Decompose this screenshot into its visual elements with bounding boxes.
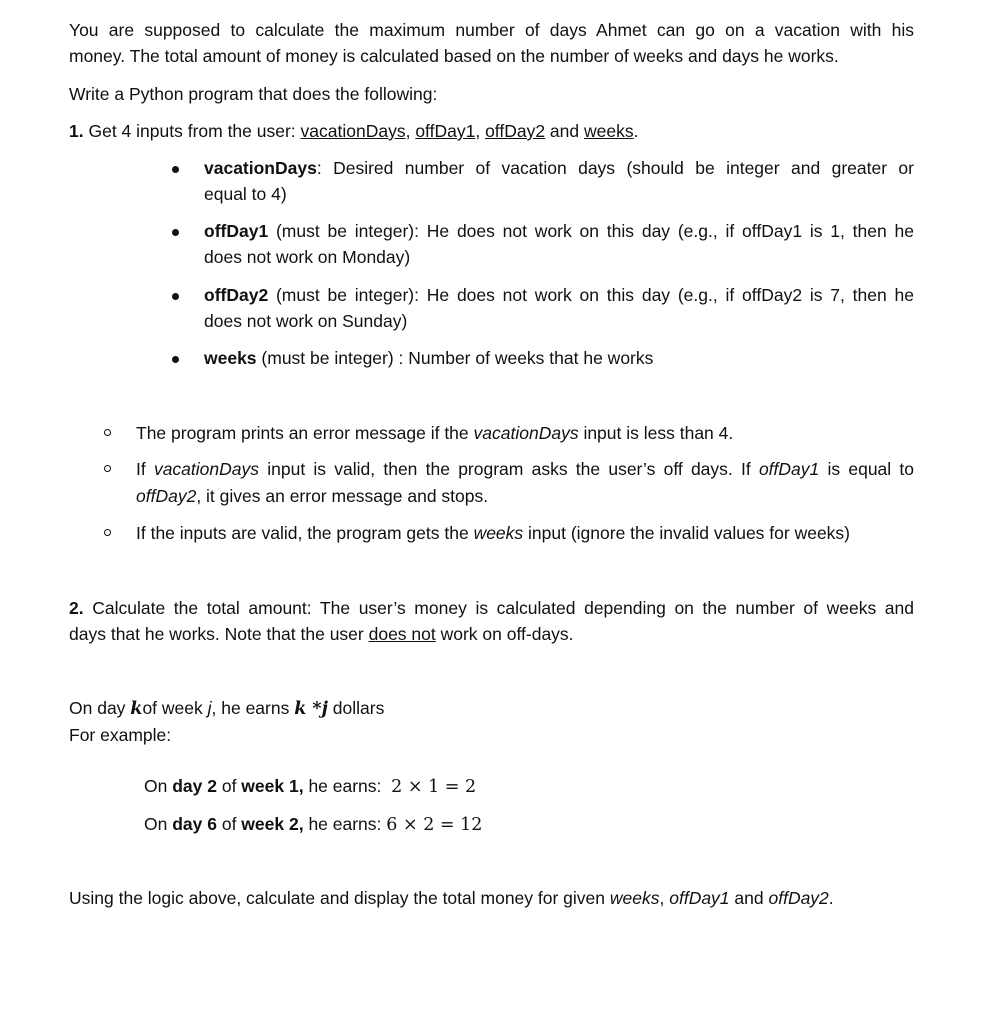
example-text: of: [216, 776, 242, 796]
subitem-emphasis: offDay1: [758, 459, 820, 479]
formula-expression: k *j: [294, 699, 328, 719]
subitem-text: input is less than 4.: [578, 423, 734, 443]
subitem-emphasis: offDay2: [136, 486, 197, 506]
bullet-term: weeks: [204, 348, 257, 368]
example-2: [144, 814, 482, 835]
bullet-text: (must be integer): He does not work on this day (e.g., if offDay1 is 1, then he: [268, 221, 914, 241]
bullet-term: offDay2: [204, 285, 269, 305]
circle-marker: [104, 465, 111, 472]
example-text: On: [144, 814, 173, 834]
bullet-offday1-line1: [204, 221, 914, 242]
formula-text: dollars: [327, 698, 385, 718]
subitem-emphasis: weeks: [473, 523, 524, 543]
step2-label: Calculate the total amount:: [92, 598, 312, 618]
input-vacationdays: vacationDays: [300, 121, 406, 141]
input-offday1: offDay1: [415, 121, 476, 141]
subitem-text: input (ignore the invalid values for weeks): [523, 523, 851, 543]
conclusion-text: ,: [659, 888, 670, 908]
formula-text: On day: [69, 698, 131, 718]
example-week: week 1,: [241, 776, 304, 796]
formula-k: k: [130, 699, 143, 719]
example-text: of: [216, 814, 242, 834]
bullet-text: (must be integer): He does not work on this day (e.g., if offDay2 is 7, then he: [268, 285, 914, 305]
input-offday2: offDay2: [485, 121, 546, 141]
example-math: 2 × 1 = 2: [391, 777, 477, 797]
step2-number: 2.: [69, 598, 84, 618]
bullet-vacationdays-line1: [204, 158, 914, 179]
example-day: day 6: [172, 814, 217, 834]
bullet-dot: [172, 229, 179, 236]
bullet-offday2-line1: [204, 285, 914, 306]
bullet-term: vacationDays: [204, 158, 317, 178]
step2-line2: [69, 624, 574, 645]
conclusion-line: [69, 888, 834, 909]
conclusion-text: .: [828, 888, 834, 908]
step2-line1: [69, 598, 914, 619]
subitem-text: input is valid, then the program asks the user’s off days. If: [259, 459, 759, 479]
conclusion-emphasis: offDay2: [768, 888, 829, 908]
subitem-text: , it gives an error message and stops.: [196, 486, 489, 506]
step1-heading: [69, 121, 638, 142]
subitem-text: is equal to: [819, 459, 914, 479]
formula-text: of week: [142, 698, 208, 718]
subitem-3: [136, 523, 850, 544]
example-text: he earns:: [303, 814, 387, 834]
circle-marker: [104, 429, 111, 436]
bullet-offday1-line2: does not work on Monday): [204, 247, 411, 267]
example-text: On: [144, 776, 173, 796]
step2-underline: does not: [368, 624, 436, 644]
formula-text: , he earns: [211, 698, 295, 718]
separator: ,: [475, 121, 486, 141]
step2-text: work on off-days.: [435, 624, 574, 644]
formula-j: j: [207, 698, 212, 718]
bullet-dot: [172, 356, 179, 363]
conclusion-emphasis: offDay1: [669, 888, 730, 908]
example-1: [144, 776, 476, 797]
example-week: week 2,: [241, 814, 304, 834]
step2-text: The user’s money is calculated depending on the number of weeks and: [311, 598, 914, 618]
subitem-text: The program prints an error message if the: [136, 423, 474, 443]
subitem-text: If: [136, 459, 154, 479]
formula-line: [69, 698, 384, 719]
bullet-offday2-line2: does not work on Sunday): [204, 311, 408, 331]
step1-number: 1.: [69, 121, 84, 141]
example-text: he earns:: [303, 776, 392, 796]
bullet-text: (must be integer) : Number of weeks that he works: [256, 348, 654, 368]
subitem-2-line2: [136, 486, 488, 507]
period: .: [633, 121, 639, 141]
bullet-term: offDay1: [204, 221, 269, 241]
bullet-text: : Desired number of vacation days (should be integer and greater or: [316, 158, 914, 178]
subitem-emphasis: vacationDays: [473, 423, 579, 443]
subitem-1: [136, 423, 733, 444]
conclusion-text: and: [729, 888, 769, 908]
intro-line-3: Write a Python program that does the following:: [69, 84, 438, 104]
step1-text: Get 4 inputs from the user:: [88, 121, 301, 141]
bullet-weeks-line1: [204, 348, 653, 369]
bullet-dot: [172, 293, 179, 300]
subitem-text: If the inputs are valid, the program gets the: [136, 523, 474, 543]
example-day: day 2: [172, 776, 217, 796]
separator: ,: [405, 121, 416, 141]
step2-text: days that he works. Note that the user: [69, 624, 369, 644]
separator: and: [545, 121, 584, 141]
conclusion-text: Using the logic above, calculate and display the total money for given: [69, 888, 610, 908]
subitem-emphasis: vacationDays: [153, 459, 260, 479]
conclusion-emphasis: weeks: [609, 888, 660, 908]
bullet-dot: [172, 166, 179, 173]
subitem-2-line1: [136, 459, 914, 480]
example-label: For example:: [69, 725, 172, 745]
intro-line-2: money. The total amount of money is calculated based on the number of weeks and days he works.: [69, 46, 839, 66]
example-math: 6 × 2 = 12: [386, 815, 483, 835]
input-weeks: weeks: [584, 121, 634, 141]
intro-line-1: You are supposed to calculate the maximum number of days Ahmet can go on a vacation with his: [69, 20, 914, 40]
bullet-vacationdays-line2: equal to 4): [204, 184, 287, 204]
circle-marker: [104, 529, 111, 536]
